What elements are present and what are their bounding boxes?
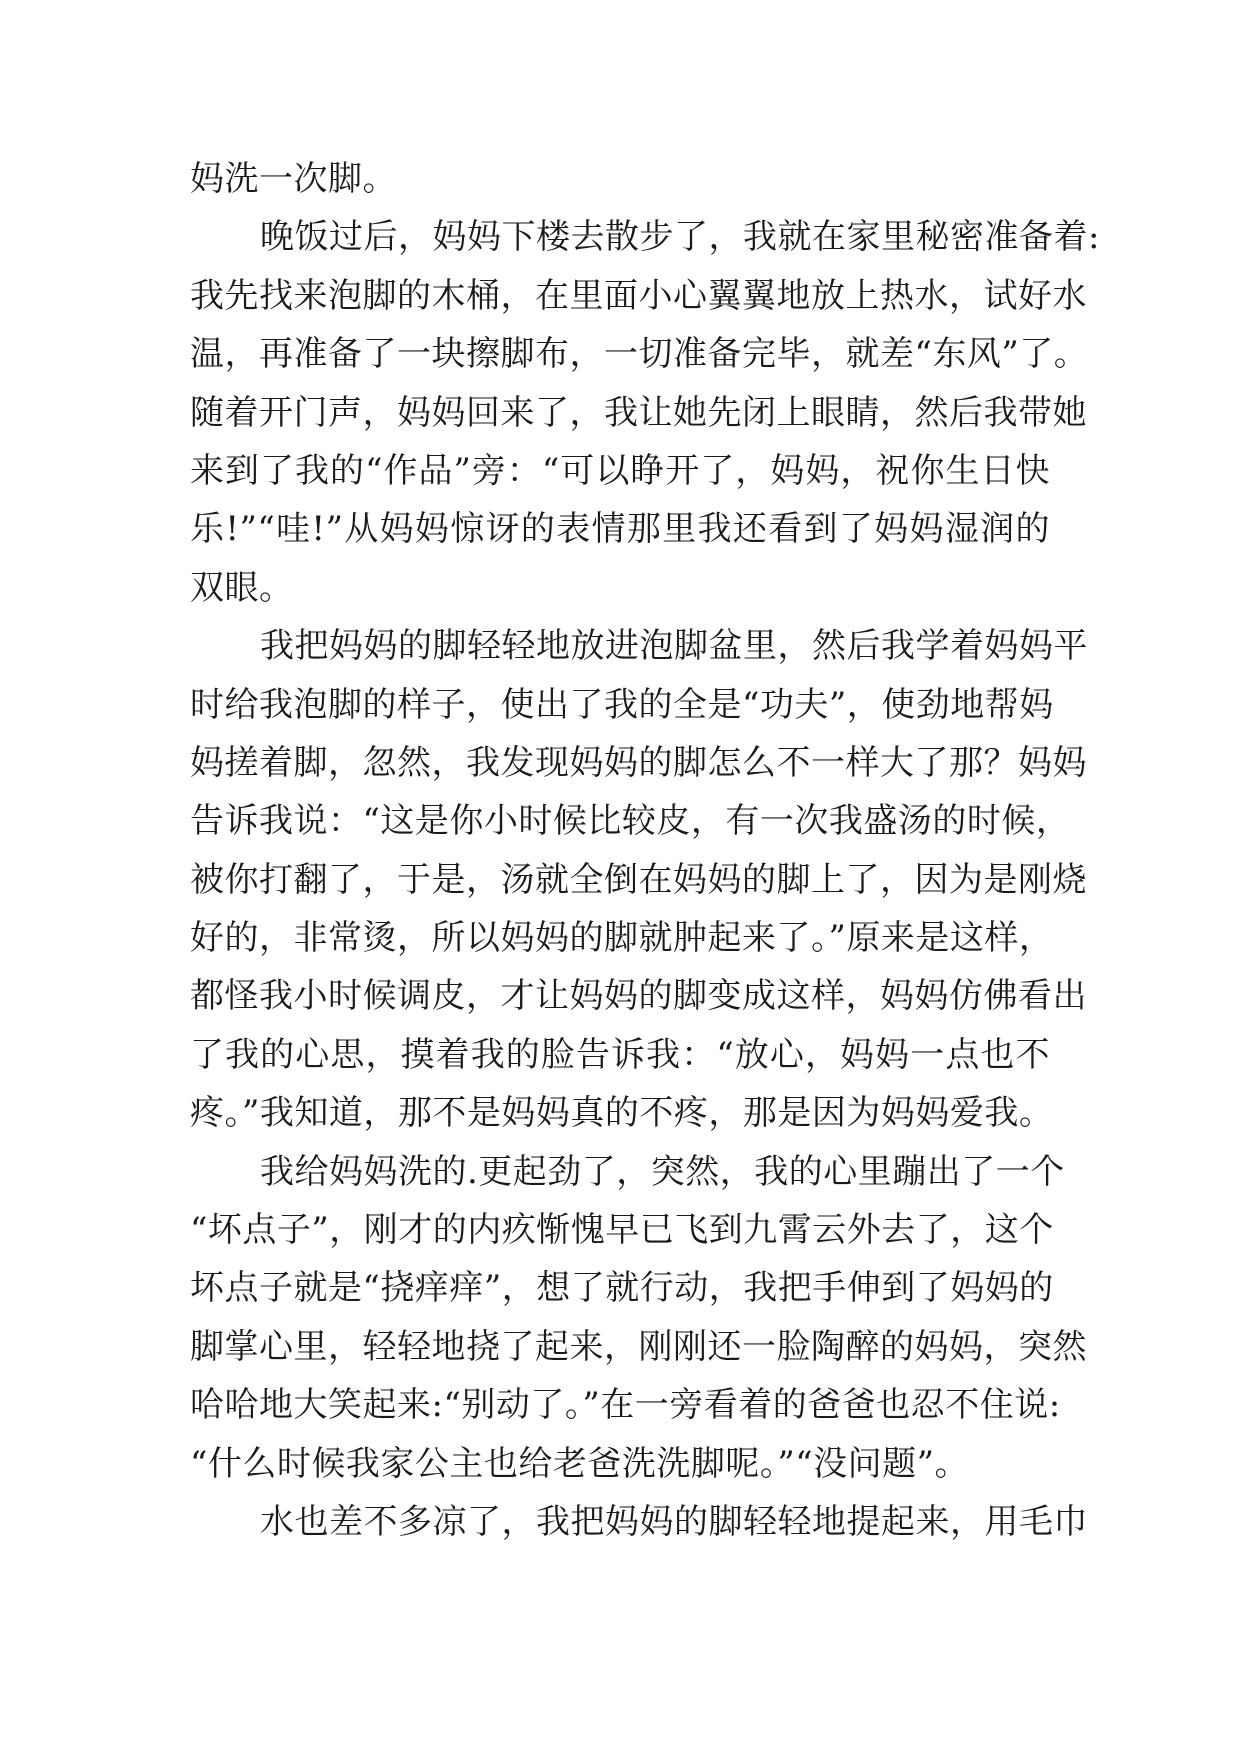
text-line: 被你打翻了，于是，汤就全倒在妈妈的脚上了，因为是刚烧: [190, 859, 1087, 900]
text-line: 告诉我说：“这是你小时候比较皮，有一次我盛汤的时候，: [190, 801, 1071, 842]
text-line: 好的，非常烫，所以妈妈的脚就肿起来了。”原来是这样，: [190, 918, 1054, 959]
text-line: 温，再准备了一块擦脚布，一切准备完毕，就差“东风”了。: [190, 334, 1089, 375]
text-line: 时给我泡脚的样子，使出了我的全是“功夫”，使劲地帮妈: [190, 684, 1054, 725]
paragraph-first-line: 水也差不多凉了，我把妈妈的脚轻轻地提起来，用毛巾: [260, 1501, 1088, 1542]
text-line: 疼。”我知道，那不是妈妈真的不疼，那是因为妈妈爱我。: [190, 1093, 1054, 1134]
text-line: 双眼。: [190, 567, 294, 608]
text-line: 都怪我小时候调皮，才让妈妈的脚变成这样，妈妈仿佛看出: [190, 976, 1087, 1017]
text-line: 乐!”“哇!”从妈妈惊讶的表情那里我还看到了妈妈湿润的: [190, 509, 1050, 550]
text-line: “坏点子”，刚才的内疚惭愧早已飞到九霄云外去了，这个: [190, 1210, 1054, 1251]
text-line: 哈哈地大笑起来:“别动了。”在一旁看着的爸爸也忍不住说:: [190, 1385, 1061, 1426]
text-line: 脚掌心里，轻轻地挠了起来，刚刚还一脸陶醉的妈妈，突然: [190, 1326, 1087, 1367]
text-line: “什么时候我家公主也给老爸洗洗脚呢。”“没问题”。: [190, 1443, 970, 1484]
text-line: 我先找来泡脚的木桶，在里面小心翼翼地放上热水，试好水: [190, 275, 1087, 316]
text-line: 妈洗一次脚。: [190, 159, 397, 199]
paragraph-first-line: 我给妈妈洗的.更起劲了，突然，我的心里蹦出了一个: [260, 1151, 1065, 1192]
paragraph-first-line: 晚饭过后，妈妈下楼去散步了，我就在家里秘密准备着:: [260, 217, 1100, 258]
text-line: 妈搓着脚，忽然，我发现妈妈的脚怎么不一样大了那？妈妈: [190, 742, 1087, 783]
text-line: 坏点子就是“挠痒痒”，想了就行动，我把手伸到了妈妈的: [190, 1268, 1054, 1309]
paragraph-first-line: 我把妈妈的脚轻轻地放进泡脚盆里，然后我学着妈妈平: [260, 626, 1088, 667]
essay-body: [190, 150, 1100, 1551]
text-line: 来到了我的“作品”旁：“可以睁开了，妈妈，祝你生日快: [190, 450, 1050, 491]
text-line: 随着开门声，妈妈回来了，我让她先闭上眼睛，然后我带她: [190, 392, 1087, 433]
text-line: 了我的心思，摸着我的脸告诉我：“放心，妈妈一点也不: [190, 1034, 1050, 1075]
